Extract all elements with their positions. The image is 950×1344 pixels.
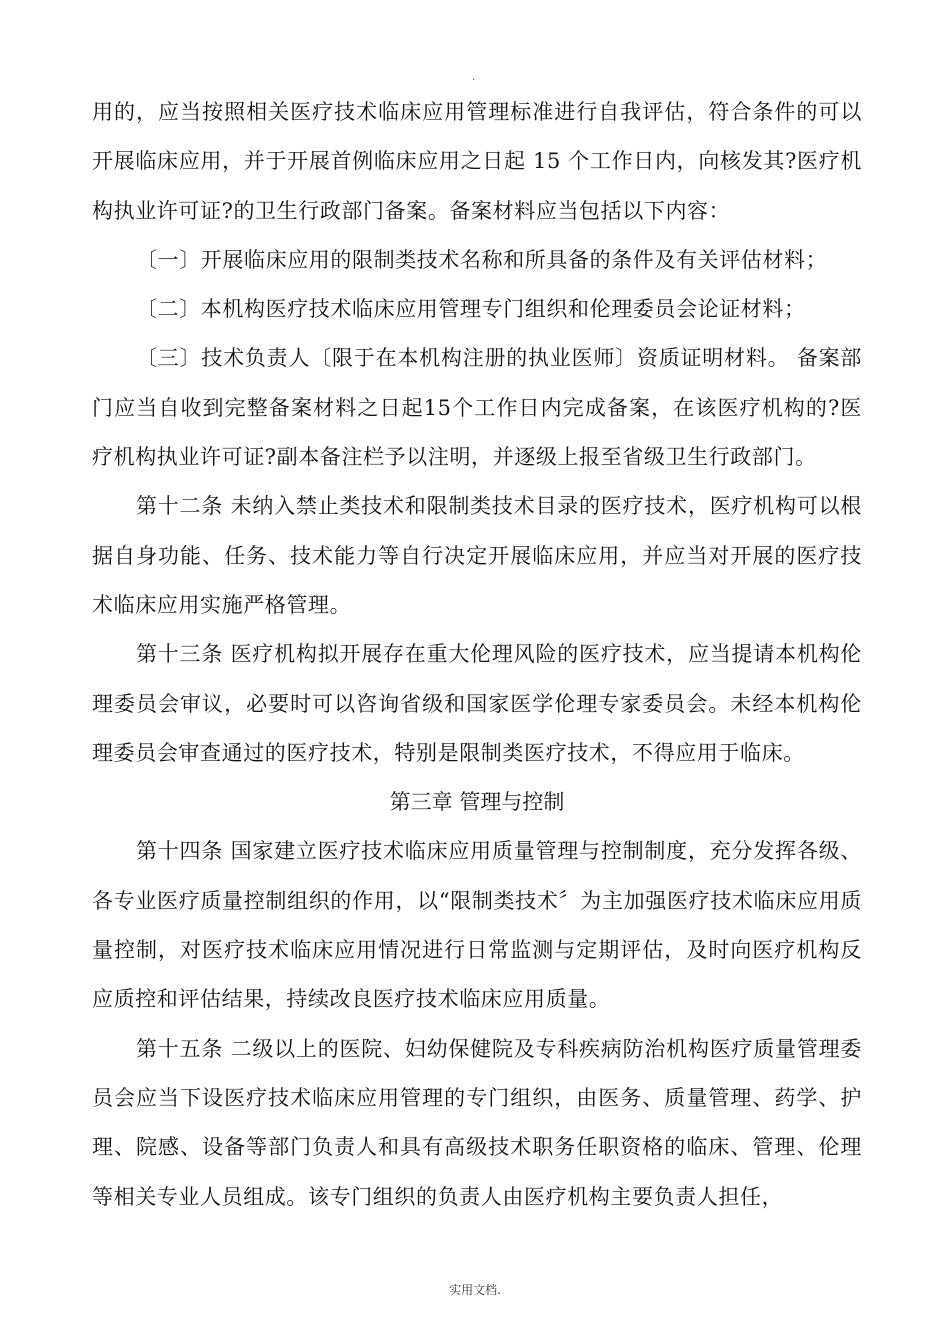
paragraph-article-14: 第十四条 国家建立医疗技术临床应用质量管理与控制制度，充分发挥各级、各专业医疗质量控制组织的作用，以“限制类技术〞为主加强医疗技术临床应用质量控制，对医疗技术临床应用情况进行日常监测与定期评估，及时向医疗机构反应质控和评估结果，持续改良医疗技术临床应用质量。 <box>92 839 862 1012</box>
paragraph-item-2: 〔二〕本机构医疗技术临床应用管理专门组织和伦理委员会论证材料； <box>136 297 806 322</box>
paragraph-continuation: 用的，应当按照相关医疗技术临床应用管理标准进行自我评估，符合条件的可以开展临床应用，并于开展首例临床应用之日起 15 个工作日内，向核发其?医疗机构执业许可证?的卫生行政部门备案。备案材料应当包括以下内容： <box>92 100 862 223</box>
paragraph-item-3: 〔三〕技术负责人〔限于在本机构注册的执业医师〕资质证明材料。 备案部门应当自收到完整备案材料之日起15个工作日内完成备案，在该医疗机构的?医疗机构执业许可证?副本备注栏予以注明，并逐级上报至省级卫生行政部门。 <box>92 346 862 470</box>
paragraph-article-15: 第十五条 二级以上的医院、妇幼保健院及专科疾病防治机构医疗质量管理委员会应当下设医疗技术临床应用管理的专门组织，由医务、质量管理、药学、护理、院感、设备等部门负责人和具有高级技术职务任职资格的临床、管理、伦理等相关专业人员组成。该专门组织的负责人由医疗机构主要负责人担任， <box>92 1036 862 1209</box>
page-footer: 实用文档. <box>449 1283 501 1297</box>
document-body <box>92 88 862 1222</box>
paragraph-article-12: 第十二条 未纳入禁止类技术和限制类技术目录的医疗技术，医疗机构可以根据自身功能、任务、技术能力等自行决定开展临床应用，并应当对开展的医疗技术临床应用实施严格管理。 <box>92 494 862 617</box>
paragraph-article-13: 第十三条 医疗机构拟开展存在重大伦理风险的医疗技术，应当提请本机构伦理委员会审议，必要时可以咨询省级和国家医学伦理专家委员会。未经本机构伦理委员会审查通过的医疗技术，特别是限制类医疗技术，不得应用于临床。 <box>92 642 862 765</box>
paragraph-item-1: 〔一〕开展临床应用的限制类技术名称和所具备的条件及有关评估材料； <box>136 247 828 272</box>
chapter-heading: 第三章 管理与控制 <box>389 790 565 815</box>
header-mark: . <box>472 72 476 83</box>
